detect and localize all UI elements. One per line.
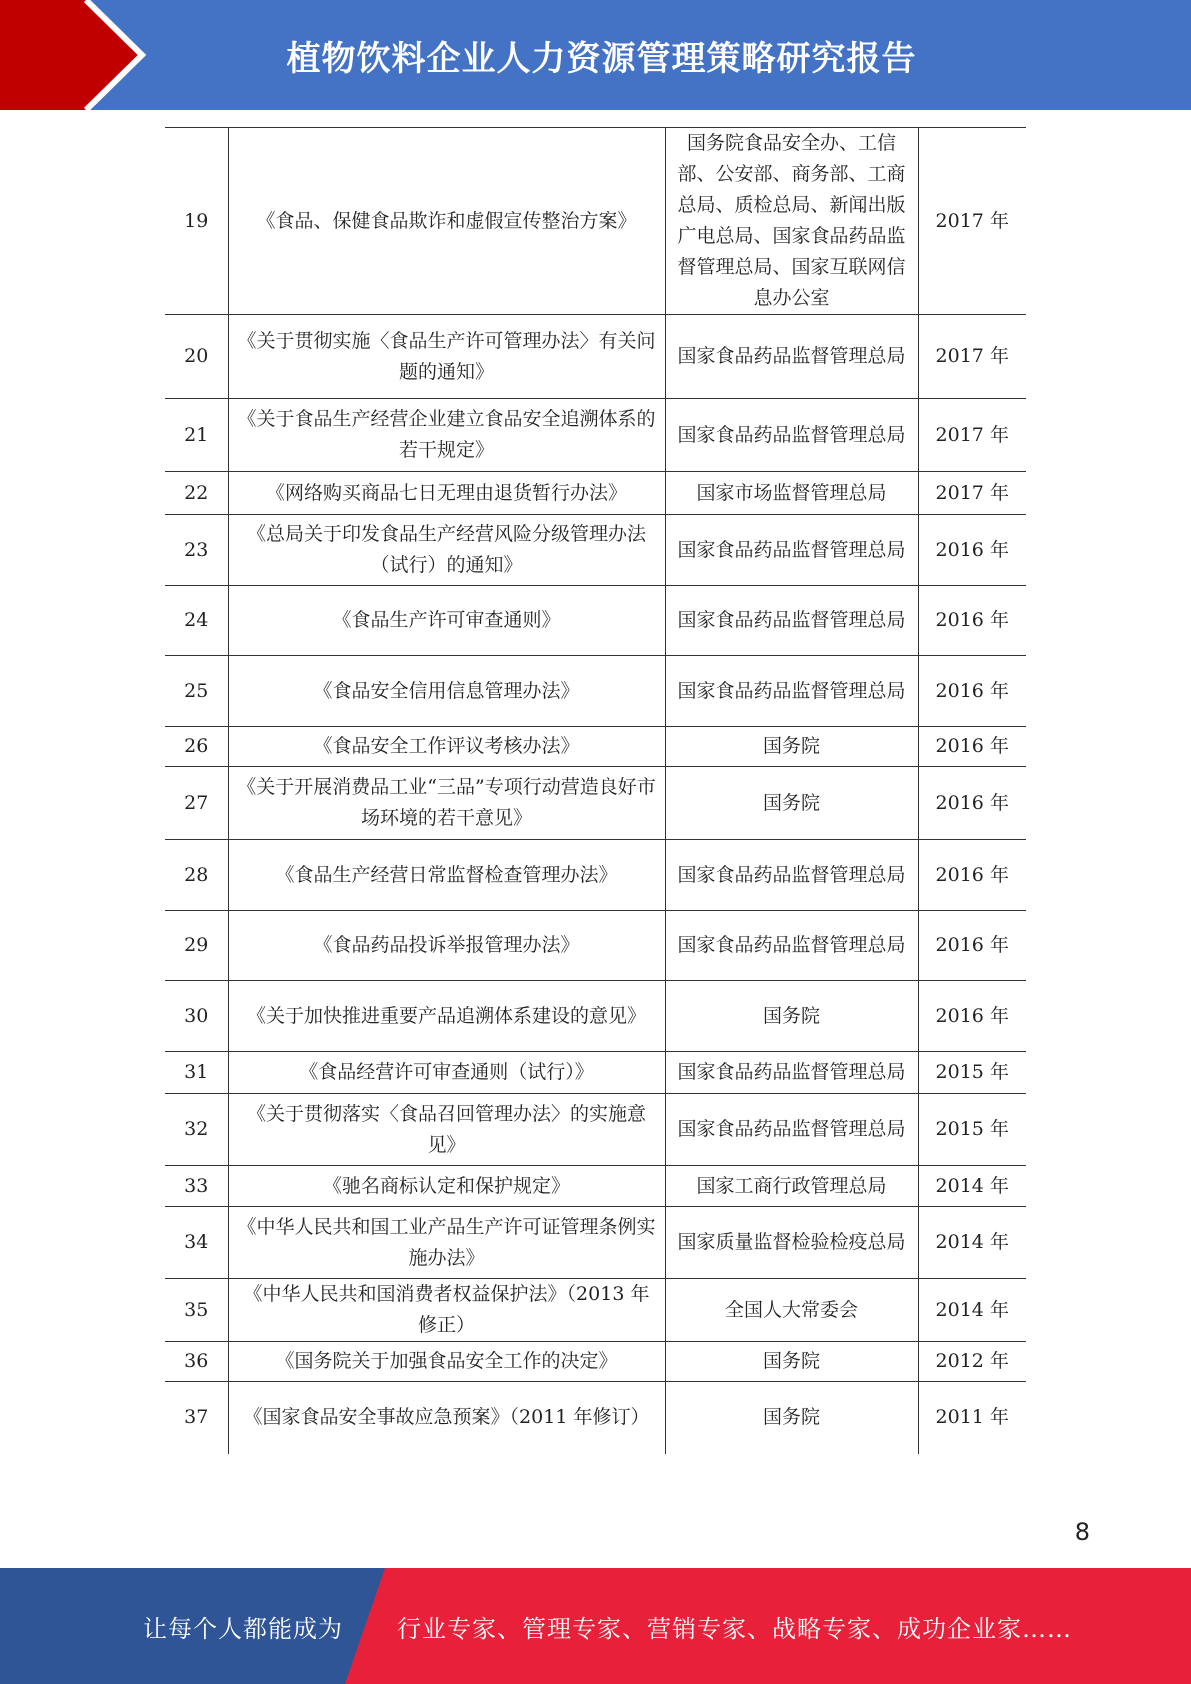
table-row bbox=[165, 586, 1026, 656]
row-number: 30 bbox=[165, 981, 228, 1052]
issuing-authority: 国务院 bbox=[665, 1342, 918, 1382]
row-number: 25 bbox=[165, 656, 228, 727]
document-title: 《食品生产经营日常监督检查管理办法》 bbox=[228, 840, 665, 911]
document-title: 《关于加快推进重要产品追溯体系建设的意见》 bbox=[228, 981, 665, 1052]
document-title: 《国家食品安全事故应急预案》（2011 年修订） bbox=[228, 1382, 665, 1454]
table-row bbox=[165, 656, 1026, 727]
issue-year: 2011 年 bbox=[935, 1406, 1009, 1429]
page-footer bbox=[0, 1568, 1191, 1684]
issue-year: 2017 年 bbox=[918, 472, 1026, 515]
table-row bbox=[165, 767, 1026, 840]
issue-year: 2016 年 bbox=[918, 840, 1026, 911]
row-number: 34 bbox=[165, 1207, 228, 1279]
issue-year: 2016 年 bbox=[918, 727, 1026, 767]
document-title: 《食品经营许可审查通则（试行）》 bbox=[228, 1052, 665, 1094]
issuing-authority: 国家食品药品监督管理总局 bbox=[665, 399, 918, 472]
row-number: 32 bbox=[165, 1094, 228, 1166]
row-number: 36 bbox=[165, 1342, 228, 1382]
document-title: 《关于贯彻实施〈食品生产许可管理办法〉有关问题的通知》 bbox=[228, 315, 665, 399]
table-row bbox=[165, 981, 1026, 1052]
issue-year: 2015 年 bbox=[918, 1052, 1026, 1094]
document-title: 《中华人民共和国消费者权益保护法》（2013 年修正） bbox=[228, 1279, 665, 1342]
row-number: 24 bbox=[165, 586, 228, 656]
issuing-authority: 国家食品药品监督管理总局 bbox=[665, 840, 918, 911]
issuing-authority: 全国人大常委会 bbox=[665, 1279, 918, 1342]
table-row bbox=[165, 1166, 1026, 1207]
issue-year: 2014 年 bbox=[918, 1207, 1026, 1279]
table-row bbox=[165, 1207, 1026, 1279]
issuing-authority: 国家食品药品监督管理总局 bbox=[665, 586, 918, 656]
table-row bbox=[165, 727, 1026, 767]
table-row bbox=[165, 1279, 1026, 1342]
issue-year: 2016 年 bbox=[918, 656, 1026, 727]
issue-year: 2016 年 bbox=[918, 911, 1026, 981]
issuing-authority: 国务院食品安全办、工信部、公安部、商务部、工商总局、质检总局、新闻出版广电总局、国家食品药品监督管理总局、国家互联网信息办公室 bbox=[665, 128, 918, 315]
issuing-authority: 国家食品药品监督管理总局 bbox=[665, 1094, 918, 1166]
issuing-authority: 国务院 bbox=[665, 727, 918, 767]
issue-year: 2017 年 bbox=[918, 128, 1026, 315]
document-title: 《食品安全信用信息管理办法》 bbox=[228, 656, 665, 727]
document-title: 《网络购买商品七日无理由退货暂行办法》 bbox=[228, 472, 665, 515]
row-number: 19 bbox=[165, 128, 228, 315]
document-title: 《食品药品投诉举报管理办法》 bbox=[228, 911, 665, 981]
footer-slogan-roles: 行业专家、管理专家、营销专家、战略专家、成功企业家…… bbox=[397, 1614, 1072, 1643]
table-row bbox=[165, 1382, 1026, 1454]
page-header bbox=[0, 0, 1191, 110]
issue-year: 2017 年 bbox=[918, 315, 1026, 399]
table-row bbox=[165, 315, 1026, 399]
document-title: 《驰名商标认定和保护规定》 bbox=[228, 1166, 665, 1207]
row-number: 35 bbox=[165, 1279, 228, 1342]
table-row bbox=[165, 128, 1026, 315]
footer-slogan-lead: 让每个人都能成为 bbox=[143, 1614, 343, 1643]
issue-year: 2016 年 bbox=[918, 586, 1026, 656]
row-number: 20 bbox=[165, 315, 228, 399]
issue-year: 2017 年 bbox=[918, 399, 1026, 472]
issuing-authority: 国家食品药品监督管理总局 bbox=[665, 315, 918, 399]
issue-year: 2014 年 bbox=[918, 1166, 1026, 1207]
issuing-authority: 国家工商行政管理总局 bbox=[665, 1166, 918, 1207]
row-number: 23 bbox=[165, 515, 228, 586]
issuing-authority: 国家食品药品监督管理总局 bbox=[665, 911, 918, 981]
report-title: 植物饮料企业人力资源管理策略研究报告 bbox=[286, 38, 917, 79]
table-row bbox=[165, 515, 1026, 586]
row-number: 27 bbox=[165, 767, 228, 840]
document-title: 《总局关于印发食品生产经营风险分级管理办法（试行）的通知》 bbox=[228, 515, 665, 586]
document-title: 《食品安全工作评议考核办法》 bbox=[228, 727, 665, 767]
document-title: 《国务院关于加强食品安全工作的决定》 bbox=[228, 1342, 665, 1382]
document-title: 《食品生产许可审查通则》 bbox=[228, 586, 665, 656]
issuing-authority: 国务院 bbox=[665, 981, 918, 1052]
row-number: 28 bbox=[165, 840, 228, 911]
table-row bbox=[165, 840, 1026, 911]
issuing-authority: 国家食品药品监督管理总局 bbox=[665, 515, 918, 586]
table-row bbox=[165, 1052, 1026, 1094]
row-number: 33 bbox=[165, 1166, 228, 1207]
page-number: 8 bbox=[1074, 1518, 1090, 1546]
issuing-authority: 国家食品药品监督管理总局 bbox=[665, 656, 918, 727]
issue-year: 2016 年 bbox=[918, 981, 1026, 1052]
issue-year: 2015 年 bbox=[918, 1094, 1026, 1166]
issuing-authority: 国家质量监督检验检疫总局 bbox=[665, 1207, 918, 1279]
issue-year: 2016 年 bbox=[918, 767, 1026, 840]
table-row bbox=[165, 1342, 1026, 1382]
row-number: 22 bbox=[165, 472, 228, 515]
issuing-authority: 国家市场监督管理总局 bbox=[665, 472, 918, 515]
document-title: 《关于开展消费品工业“三品”专项行动营造良好市场环境的若干意见》 bbox=[228, 767, 665, 840]
regulation-table bbox=[165, 127, 1026, 1454]
document-title: 《关于贯彻落实〈食品召回管理办法〉的实施意见》 bbox=[228, 1094, 665, 1166]
issuing-authority: 国务院 bbox=[665, 1382, 918, 1454]
table-row bbox=[165, 1094, 1026, 1166]
issuing-authority: 国家食品药品监督管理总局 bbox=[665, 1052, 918, 1094]
row-number: 26 bbox=[165, 727, 228, 767]
document-title: 《食品、保健食品欺诈和虚假宣传整治方案》 bbox=[228, 128, 665, 315]
table-row bbox=[165, 399, 1026, 472]
row-number: 21 bbox=[165, 399, 228, 472]
issue-year: 2012 年 bbox=[918, 1342, 1026, 1382]
table-row bbox=[165, 911, 1026, 981]
row-number: 31 bbox=[165, 1052, 228, 1094]
issuing-authority: 国务院 bbox=[665, 767, 918, 840]
document-title: 《中华人民共和国工业产品生产许可证管理条例实施办法》 bbox=[228, 1207, 665, 1279]
issue-year: 2016 年 bbox=[918, 515, 1026, 586]
document-title: 《关于食品生产经营企业建立食品安全追溯体系的若干规定》 bbox=[228, 399, 665, 472]
issue-year: 2014 年 bbox=[918, 1279, 1026, 1342]
table-row bbox=[165, 472, 1026, 515]
row-number: 37 bbox=[165, 1382, 228, 1454]
row-number: 29 bbox=[165, 911, 228, 981]
